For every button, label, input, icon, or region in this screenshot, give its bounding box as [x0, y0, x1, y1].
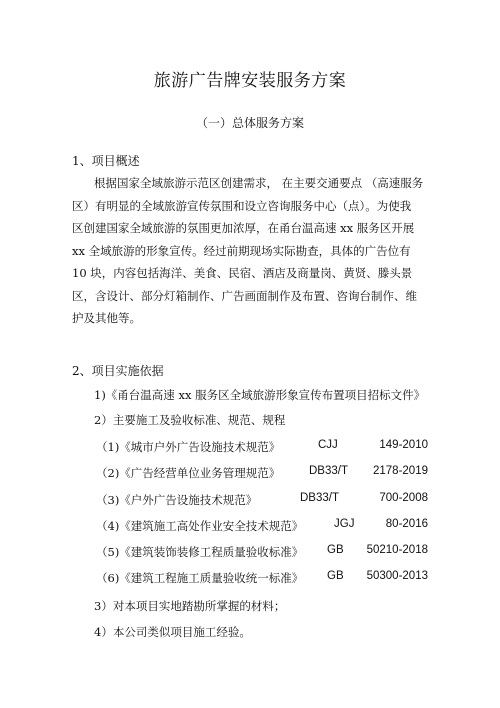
document-title: 旅游广告牌安装服务方案	[153, 71, 347, 91]
standard-number: 80-2016	[385, 518, 428, 530]
standard-row	[0, 570, 500, 588]
standard-number: 2178-2019	[373, 465, 428, 477]
standard-row	[0, 518, 500, 536]
paragraph-line: 区创建国家全域旅游的氛围更加浓厚，在甬台温高速 xx 服务区开展	[72, 221, 415, 235]
overview-paragraph	[72, 172, 428, 330]
standard-title: （2)《广告经营单位业务管理规范》	[96, 466, 281, 480]
standard-code: CJJ	[318, 439, 338, 451]
section-heading-basis: 2、项目实施依据	[72, 364, 164, 378]
standard-title: （5)《建筑装饰装修工程质量验收标准》	[96, 545, 304, 559]
standard-code: GB	[327, 570, 344, 582]
standard-code: GB	[327, 544, 344, 556]
standard-number: 149-2010	[379, 439, 428, 451]
section-heading-overview: 1、项目概述	[72, 154, 140, 168]
basis-item-4: 4）本公司类似项目施工经验。	[94, 625, 251, 639]
paragraph-line: xx 全域旅游的形象宣传。经过前期现场实际勘查，具体的广告位有	[72, 243, 411, 258]
section-subtitle: （一）总体服务方案	[195, 116, 304, 130]
standard-row	[0, 465, 500, 483]
standard-title: （4)《建筑施工高处作业安全技术规范》	[96, 519, 304, 533]
standard-code: DB33/T	[300, 492, 339, 504]
paragraph-line: 根据国家全域旅游示范区创建需求， 在主要交通要点 （高速服务	[94, 176, 424, 190]
standard-row	[0, 492, 500, 510]
standard-number: 50210-2018	[366, 544, 428, 556]
basis-item-1: 1)《甬台温高速 xx 服务区全域旅游形象宣传布置项目招标文件》	[94, 388, 426, 402]
paragraph-line: 护及其他等。	[72, 311, 141, 325]
standard-title: （6)《建筑工程施工质量验收统一标准》	[96, 571, 304, 585]
standard-row	[0, 544, 500, 562]
standard-number: 700-2008	[379, 492, 428, 504]
standard-number: 50300-2013	[366, 570, 428, 582]
basis-item-2: 2）主要施工及验收标准、规范、规程	[94, 413, 286, 427]
basis-item-3: 3）对本项目实地踏勘所掌握的材料；	[94, 599, 286, 613]
paragraph-line: 区，含设计、部分灯箱制作、广告画面制作及布置、咨询台制作、维	[72, 288, 417, 303]
standard-row	[0, 439, 500, 457]
paragraph-line: 10 块，内容包括海洋、美食、民宿、酒店及商量岗、黄贤、滕头景	[72, 266, 413, 280]
standard-title: （3)《户外广告设施技术规范》	[96, 493, 258, 507]
standard-code: JGJ	[334, 518, 355, 530]
standard-code: DB33/T	[309, 465, 348, 477]
standard-title: （1)《城市户外广告设施技术规范》	[96, 440, 281, 454]
paragraph-line: 区）有明显的全域旅游宣传氛围和设立咨询服务中心（点）。为使我	[72, 198, 412, 213]
